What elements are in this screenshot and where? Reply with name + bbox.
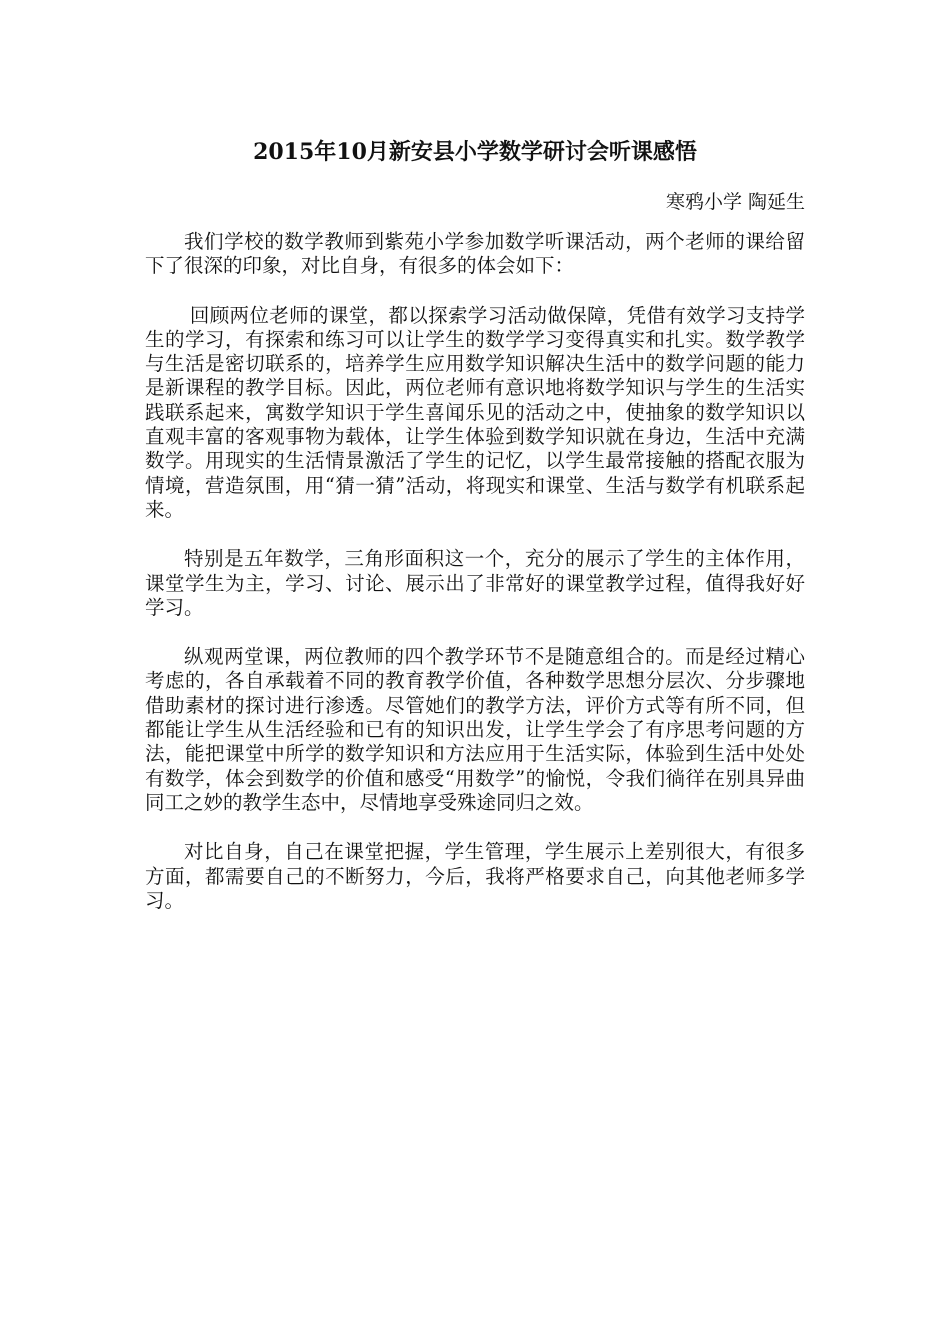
paragraph-highlight: 特别是五年数学，三角形面积这一个，充分的展示了学生的主体作用，课堂学生为主，学习、讨论、展示出了非常好的课堂教学过程，值得我好好学习。 [145, 547, 805, 619]
paragraph-overview: 纵观两堂课，两位教师的四个教学环节不是随意组合的。而是经过精心考虑的，各自承载着不同的教育教学价值，各种数学思想分层次、分步骤地借助素材的探讨进行渗透。尽管她们的教学方法，评价方式等有所不同，但都能让学生从生活经验和已有的知识出发，让学生学会了有序思考问题的方法，能把课堂中所学的数学知识和方法应用于生活实际，体验到生活中处处有数学，体会到数学的价值和感受“用数学”的愉悦，令我们徜徉在别具异曲同工之妙的教学生态中，尽情地享受殊途同归之效。 [145, 645, 805, 814]
paragraph-reflection: 对比自身，自己在课堂把握，学生管理，学生展示上差别很大，有很多方面，都需要自己的不断努力，今后，我将严格要求自己，向其他老师多学习。 [145, 840, 805, 912]
document-title: 2015年10月新安县小学数学研讨会听课感悟 [253, 139, 697, 165]
paragraph-review: 回顾两位老师的课堂，都以探索学习活动做保障，凭借有效学习支持学生的学习，有探索和练习可以让学生的数学学习变得真实和扎实。数学教学与生活是密切联系的，培养学生应用数学知识解决生活中的数学问题的能力是新课程的教学目标。因此，两位老师有意识地将数学知识与学生的生活实践联系起来，寓数学知识于学生喜闻乐见的活动之中，使抽象的数学知识以直观丰富的客观事物为载体，让学生体验到数学知识就在身边，生活中充满数学。用现实的生活情景激活了学生的记忆，以学生最常接触的搭配衣服为情境，营造氛围，用“猜一猜”活动，将现实和课堂、生活与数学有机联系起来。 [145, 303, 805, 521]
paragraph-intro: 我们学校的数学教师到紫苑小学参加数学听课活动，两个老师的课给留下了很深的印象，对比自身，有很多的体会如下： [145, 230, 805, 278]
document-body [145, 130, 805, 913]
author-line: 寒鸦小学 陶延生 [665, 191, 805, 213]
